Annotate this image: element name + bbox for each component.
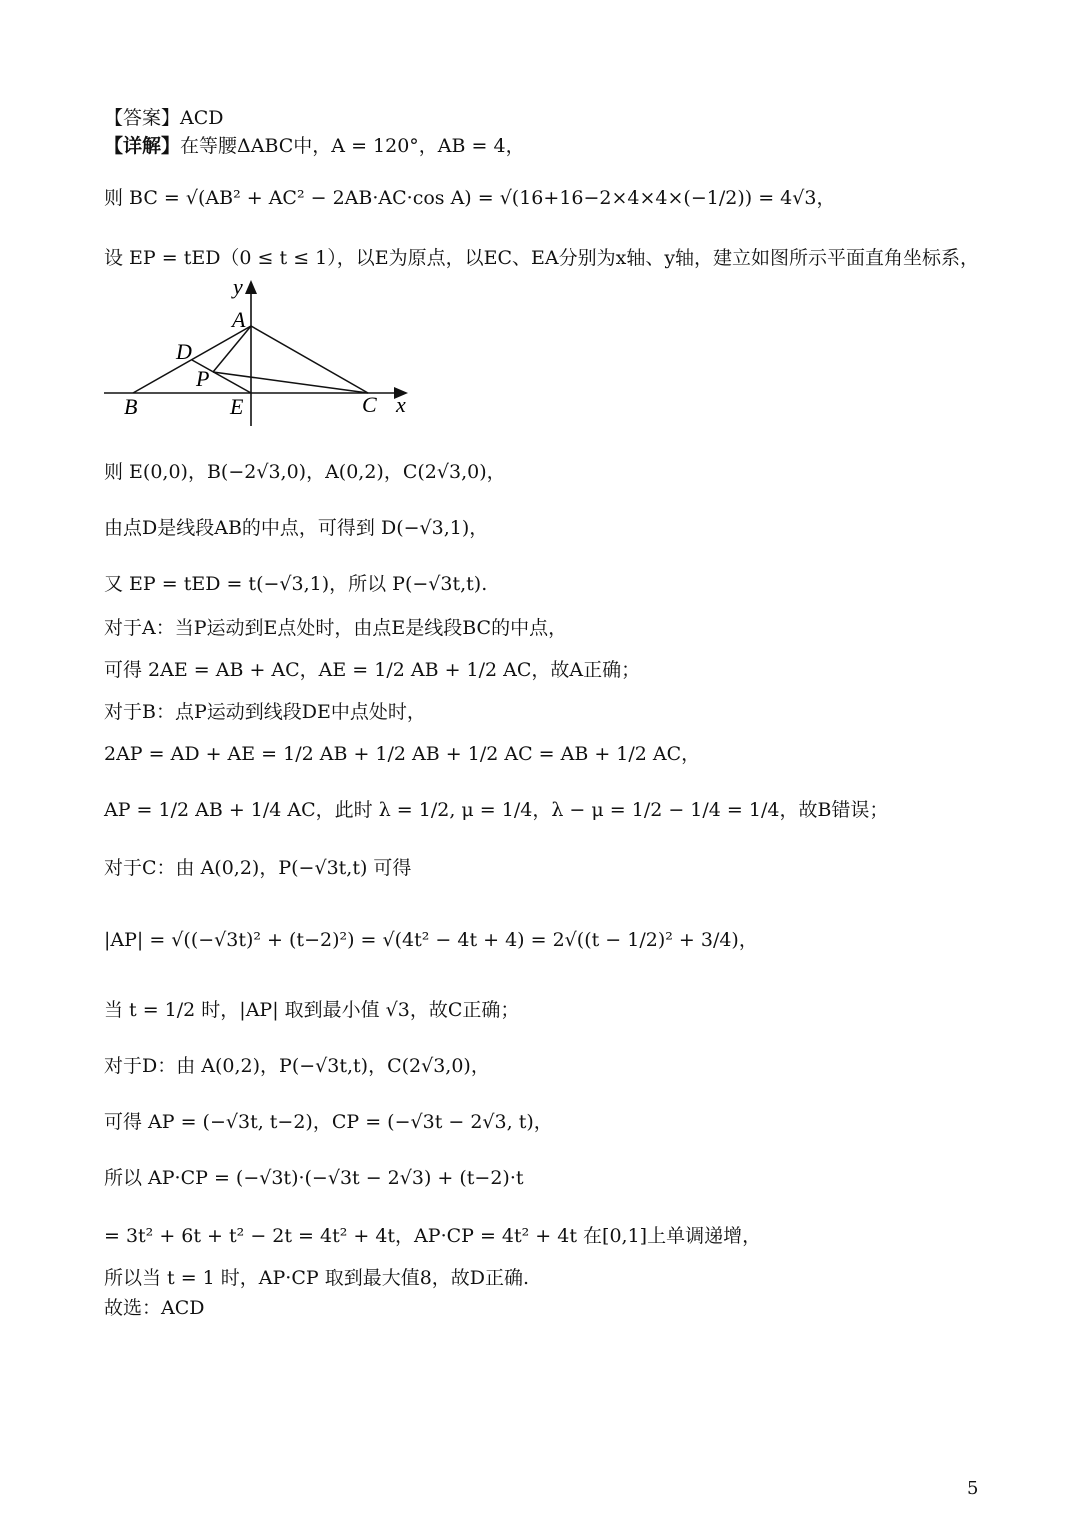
midpoint-d-line: 由点D是线段AB的中点，可得到 D(−√3,1)， xyxy=(104,517,489,539)
option-c-line2: |AP| = √((−√3t)² + (t−2)²) = √(4t² − 4t + 4) = 2√((t − 1/2)² + 3/4)， xyxy=(104,929,758,951)
x-axis-label: x xyxy=(396,392,406,417)
point-label-C: C xyxy=(362,392,377,417)
final-choice-line: 故选：ACD xyxy=(104,1297,205,1319)
bc-length-line: 则 BC = √(AB² + AC² − 2AB·AC·cos A) = √(16+16−2×4×4×(−1/2)) = 4√3， xyxy=(104,187,836,209)
option-a-line1: 对于A：当P运动到E点处时，由点E是线段BC的中点， xyxy=(104,617,568,639)
point-label-E: E xyxy=(230,394,244,419)
option-a-line2: 可得 2AE = AB + AC，AE = 1/2 AB + 1/2 AC，故A正确； xyxy=(104,659,641,681)
option-b-line1: 对于B：点P运动到线段DE中点处时， xyxy=(104,701,426,723)
coordinate-setup-line: 设 EP = tED（0 ≤ t ≤ 1），以E为原点，以EC、EA分别为x轴、y轴，建立如图所示平面直角坐标系， xyxy=(104,247,980,269)
answer-line: 【答案】ACD xyxy=(104,107,224,129)
point-label-A: A xyxy=(232,307,246,332)
option-d-line2: 可得 AP = (−√3t, t−2)，CP = (−√3t − 2√3, t)， xyxy=(104,1111,553,1133)
option-d-line1: 对于D：由 A(0,2)，P(−√3t,t)，C(2√3,0)， xyxy=(104,1055,490,1077)
coordinates-line: 则 E(0,0)，B(−2√3,0)，A(0,2)，C(2√3,0)， xyxy=(104,461,506,483)
option-c-line3: 当 t = 1/2 时，|AP| 取到最小值 √3，故C正确； xyxy=(104,999,520,1021)
option-d-line4: = 3t² + 6t + t² − 2t = 4t² + 4t，AP·CP = 4t² + 4t 在[0,1]上单调递增， xyxy=(104,1225,762,1247)
coordinate-figure xyxy=(100,276,420,436)
option-b-line3: AP = 1/2 AB + 1/4 AC，此时 λ = 1/2, μ = 1/4，λ − μ = 1/2 − 1/4 = 1/4，故B错误； xyxy=(104,799,889,821)
point-label-B: B xyxy=(124,394,138,419)
option-b-line2: 2AP = AD + AE = 1/2 AB + 1/2 AB + 1/2 AC = AB + 1/2 AC， xyxy=(104,743,701,765)
option-d-line5: 所以当 t = 1 时，AP·CP 取到最大值8，故D正确. xyxy=(104,1267,530,1289)
detail-statement: 在等腰ΔABC中，A = 120°，AB = 4， xyxy=(180,135,525,157)
point-p-line: 又 EP = tED = t(−√3,1)，所以 P(−√3t,t). xyxy=(104,573,488,595)
point-label-P: P xyxy=(196,366,210,391)
detail-label: 【详解】 xyxy=(104,135,181,157)
y-axis-label: y xyxy=(233,276,243,299)
option-d-line3: 所以 AP·CP = (−√3t)·(−√3t − 2√3) + (t−2)·t xyxy=(104,1167,524,1189)
point-label-D: D xyxy=(176,339,192,364)
detail-line xyxy=(104,134,525,158)
page-number: 5 xyxy=(967,1478,979,1499)
option-c-line1: 对于C：由 A(0,2)，P(−√3t,t) 可得 xyxy=(104,857,412,879)
